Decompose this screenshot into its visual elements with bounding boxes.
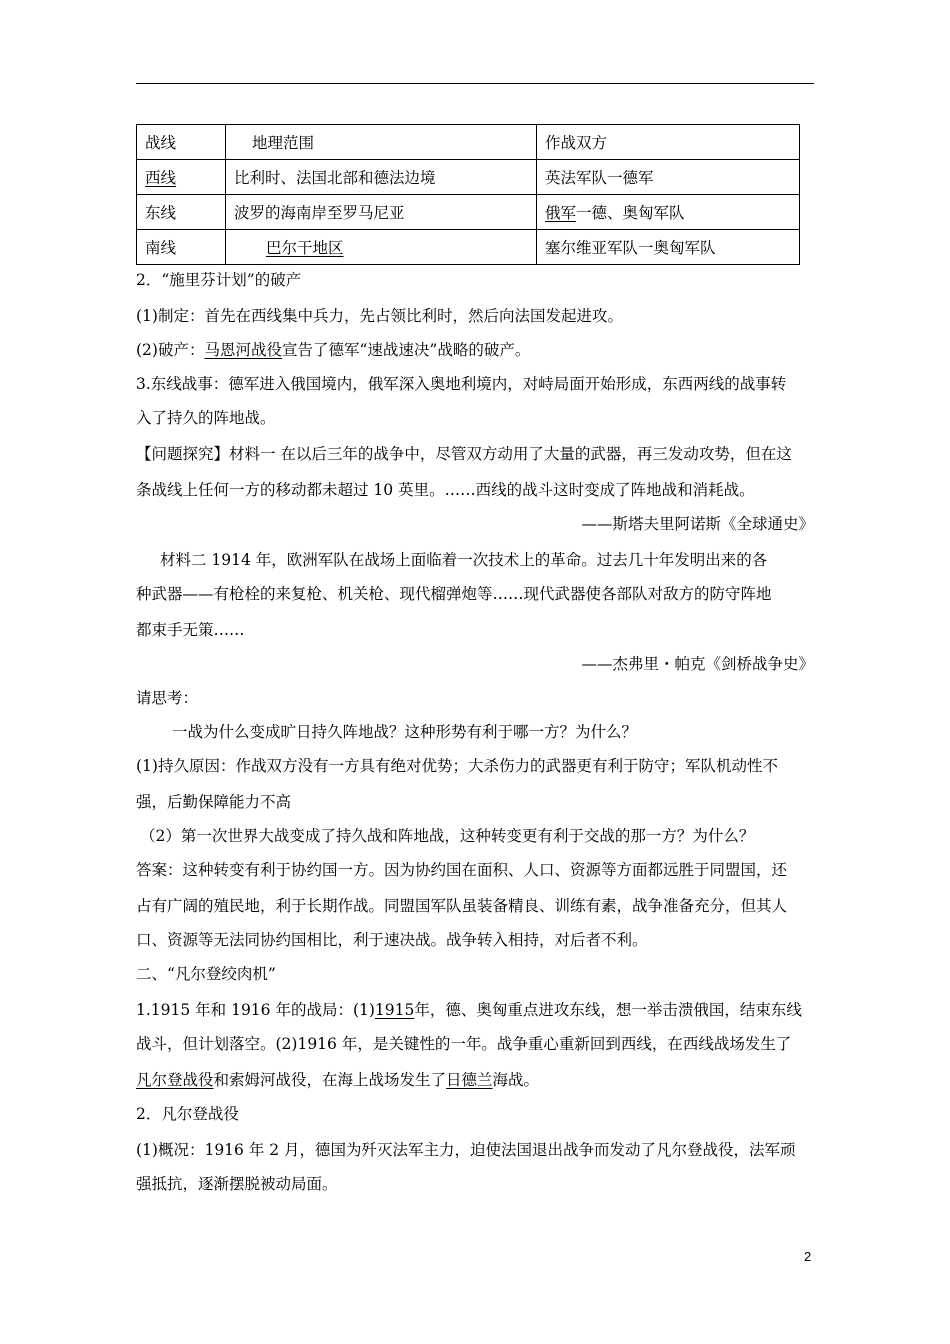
table-cell: 波罗的海南岸至罗马尼亚 — [226, 195, 537, 230]
paragraph: 都束手无策…… — [136, 621, 245, 639]
text-run: 年，德、奥匈重点进攻东线，想一举击溃俄国，结束东线 — [414, 1001, 802, 1019]
underlined-term: 马恩河战役 — [204, 341, 282, 359]
table-cell — [537, 195, 800, 230]
table-cell — [137, 160, 226, 195]
front-name: 西线 — [145, 169, 177, 187]
page-number: 2 — [804, 1249, 812, 1264]
text-run: 海战。 — [492, 1071, 540, 1089]
source-citation: ——杰弗里・帕克《剑桥战争史》 — [581, 655, 814, 673]
paragraph: 种武器——有枪栓的来复枪、机关枪、现代榴弹炮等……现代武器使各部队对敌方的防守阵地 — [136, 585, 772, 603]
table-cell: 英法军队一德军 — [537, 160, 800, 195]
paragraph — [136, 340, 816, 360]
question: （2）第一次世界大战变成了持久战和阵地战，这种转变更有利于交战的那一方？为什么？ — [140, 827, 755, 845]
paragraph: 3.东线战事：德军进入俄国境内，俄军深入奥地利境内，对峙局面开始形成，东西两线的战事转 — [136, 375, 787, 393]
table-row — [137, 230, 800, 265]
subsection-title: 2．凡尔登战役 — [136, 1105, 239, 1123]
section-title: 二、“凡尔登绞肉机” — [136, 965, 276, 983]
paragraph — [136, 1070, 816, 1090]
table-header-row — [137, 125, 800, 160]
paragraph: (1)概况：1916 年 2 月，德国为歼灭法军主力，迫使法国退出战争而发动了凡尔登战役，法军顽 — [136, 1141, 796, 1159]
fronts-table — [136, 124, 800, 265]
table-cell: 南线 — [137, 230, 226, 265]
underlined-term: 1915 — [374, 1001, 415, 1019]
table-header-cell — [226, 125, 537, 160]
paragraph: (1)制定：首先在西线集中兵力，先占领比利时，然后向法国发起进攻。 — [136, 307, 623, 325]
paragraph: 条战线上任何一方的移动都未超过 10 英里。……西线的战斗这时变成了阵地战和消耗战。 — [136, 481, 755, 499]
source-citation: ——斯塔夫里阿诺斯《全球通史》 — [581, 515, 814, 533]
underlined-term: 日德兰 — [446, 1071, 493, 1089]
table-row — [137, 195, 800, 230]
paragraph: (1)持久原因：作战双方没有一方具有绝对优势；大杀伤力的武器更有利于防守；军队机动性不 — [136, 757, 778, 775]
text-run: (2)破产： — [136, 341, 205, 359]
table-cell: 东线 — [137, 195, 226, 230]
table-cell — [226, 230, 537, 265]
answer: 占有广阔的殖民地，利于长期作战。同盟国军队虽装备精良、训练有素，战争准备充分，但其人 — [136, 897, 788, 915]
table-header-cell: 战线 — [137, 125, 226, 160]
think-label: 请思考： — [136, 689, 199, 707]
text-run: 宣告了德军“速战速决”战略的破产。 — [281, 341, 531, 359]
header-scope-label: 地理范围 — [252, 134, 315, 152]
paragraph: 入了持久的阵地战。 — [136, 409, 276, 427]
paragraph: 战斗，但计划落空。(2)1916 年，是关键性的一年。战争重心重新回到西线，在西线战场发生了 — [136, 1035, 792, 1053]
paragraph — [136, 1000, 816, 1020]
table-cell: 比利时、法国北部和德法边境 — [226, 160, 537, 195]
question: 一战为什么变成旷日持久阵地战？这种形势有利于哪一方？为什么？ — [172, 723, 638, 741]
underlined-term: 凡尔登战役 — [136, 1071, 214, 1089]
paragraph: 【问题探究】材料一 在以后三年的战争中，尽管双方动用了大量的武器，再三发动攻势，但在这 — [136, 445, 792, 463]
answer: 口、资源等无法同协约国相比，利于速决战。战争转入相持，对后者不利。 — [136, 931, 648, 949]
section-2-title: 2．“施里芬计划”的破产 — [136, 271, 302, 289]
table-row — [137, 160, 800, 195]
paragraph: 强，后勤保障能力不高 — [136, 793, 292, 811]
paragraph: 材料二 1914 年，欧洲军队在战场上面临着一次技术上的革命。过去几十年发明出来的各 — [160, 551, 768, 569]
text-run: 1.1915 年和 1916 年的战局：(1) — [136, 1001, 375, 1019]
table-header-cell: 作战双方 — [537, 125, 800, 160]
scope-underlined: 巴尔干地区 — [266, 239, 344, 257]
table-cell: 塞尔维亚军队一奥匈军队 — [537, 230, 800, 265]
text-run: 和索姆河战役，在海上战场发生了 — [213, 1071, 447, 1089]
header-rule — [136, 83, 814, 84]
paragraph: 强抵抗，逐渐摆脱被动局面。 — [136, 1175, 338, 1193]
answer: 答案：这种转变有利于协约国一方。因为协约国在面积、人口、资源等方面都远胜于同盟国，还 — [136, 861, 788, 879]
parties-underlined: 俄军 — [545, 204, 577, 222]
parties-rest: 一德、奥匈军队 — [576, 204, 685, 222]
